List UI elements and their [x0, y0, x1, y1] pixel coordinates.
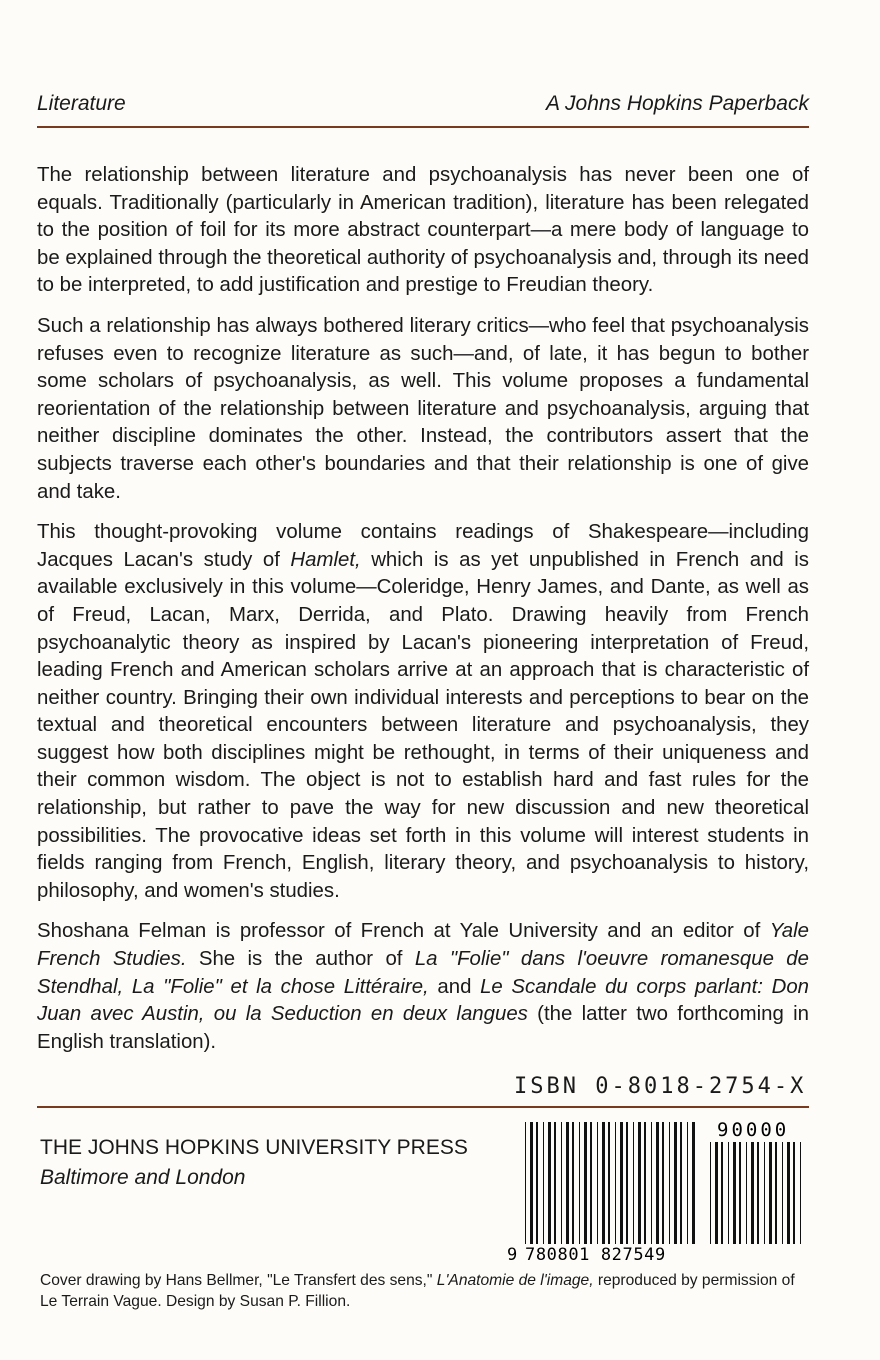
barcode-bar: [656, 1122, 659, 1244]
barcode-bar: [800, 1142, 801, 1244]
publisher-block: [40, 1133, 468, 1193]
barcode-bar: [536, 1122, 538, 1244]
credits-text-c: reproduced by permission of Le Terrain Vague. Design by Susan P. Fillion.: [40, 1272, 795, 1310]
barcode-bar: [764, 1142, 765, 1244]
barcode-bar: [572, 1122, 574, 1244]
top-divider: [37, 126, 809, 128]
barcode-bar: [608, 1122, 610, 1244]
publisher-city: Baltimore and London: [40, 1166, 246, 1189]
barcode-bar: [787, 1142, 790, 1244]
ean-bars: [525, 1122, 695, 1244]
barcode-bar: [751, 1142, 754, 1244]
barcode-bar: [687, 1122, 688, 1244]
publisher-name: THE JOHNS HOPKINS UNIVERSITY PRESS: [40, 1136, 468, 1159]
barcode-bar: [543, 1122, 544, 1244]
barcode-bar: [669, 1122, 670, 1244]
barcode-bar: [692, 1122, 695, 1244]
barcode-bar: [561, 1122, 562, 1244]
header-category: Literature: [37, 92, 126, 115]
header-series: A Johns Hopkins Paperback: [545, 92, 809, 115]
barcode-bar: [530, 1122, 533, 1244]
bio-text-g: (the latter two forthcoming in English translation).: [37, 1003, 809, 1053]
barcode-bar: [651, 1122, 652, 1244]
barcode-bar: [782, 1142, 783, 1244]
barcode-bar: [620, 1122, 623, 1244]
barcode-bar: [579, 1122, 580, 1244]
paragraph-1: The relationship between literature and psychoanalysis has never been one of equals. Traditionally (particularly in American tradition), literature has been relegated to the position of foil for its more abstract counterpart—a mere body of language to be explained through the theoretical authority of psychoanalysis and, through its need to be interpreted, to add justification and prestige to Freudian theory.: [37, 164, 809, 297]
description: [37, 162, 809, 1069]
barcode-bar: [733, 1142, 736, 1244]
bio-journal-title: Yale French Studies.: [37, 920, 809, 971]
page-header: [37, 92, 809, 122]
barcode-bar: [597, 1122, 598, 1244]
barcode-bar: [721, 1142, 723, 1244]
p3-text-a: This thought-provoking volume contains readings of Shakespeare—including Jacques Lacan's study of: [37, 521, 809, 571]
bio-book-title-scandale: Le Scandale du corps parlant: Don Juan avec Austin, ou la Seduction en deux langues: [37, 975, 809, 1026]
barcode-bar: [644, 1122, 646, 1244]
barcode-bar: [775, 1142, 777, 1244]
credits-work-title: L'Anatomie de l'image,: [436, 1272, 594, 1289]
author-bio: [37, 918, 809, 1056]
cover-credits: [40, 1270, 812, 1312]
barcode-bar: [739, 1142, 741, 1244]
isbn-number: ISBN 0-8018-2754-X: [514, 1074, 807, 1099]
barcode-lead-digit: 9: [507, 1245, 518, 1265]
barcode-bar: [615, 1122, 616, 1244]
bio-text-e: and: [428, 975, 481, 998]
barcode-bar: [674, 1122, 677, 1244]
barcode-bar: [769, 1142, 772, 1244]
barcode-digits: 780801 827549: [525, 1245, 666, 1265]
barcode-bar: [602, 1122, 605, 1244]
bio-text-c: She is the author of: [186, 948, 415, 971]
barcode: [505, 1118, 805, 1268]
barcode-graphic: [505, 1118, 805, 1268]
addon-bars: [710, 1142, 801, 1244]
barcode-bar: [633, 1122, 634, 1244]
p3-title-hamlet: Hamlet,: [290, 548, 361, 571]
barcode-bar: [680, 1122, 682, 1244]
bio-book-titles: La "Folie" dans l'oeuvre romanesque de Stendhal, La "Folie" et la chose Littéraire,: [37, 948, 809, 998]
paragraph-3: [37, 519, 809, 905]
barcode-bar: [728, 1142, 729, 1244]
paragraph-2: Such a relationship has always bothered literary critics—who feel that psychoanalysis refuses even to recognize literature as such—and, of late, it has begun to bother some scholars of psychoanalysis, as well. This volume proposes a fundamental reorientation of the relationship between literature and psychoanalysis, arguing that neither discipline dominates the other. Instead, the contributors assert that the subjects traverse each other's boundaries and that their relationship is one of give and take.: [37, 314, 809, 503]
bottom-divider: [37, 1106, 809, 1108]
barcode-bar: [638, 1122, 641, 1244]
barcode-bar: [525, 1122, 526, 1244]
barcode-bar: [793, 1142, 795, 1244]
barcode-price-code: 90000: [717, 1119, 790, 1141]
bio-text-a: Shoshana Felman is professor of French at Yale University and an editor of: [37, 920, 770, 943]
barcode-bar: [554, 1122, 556, 1244]
barcode-bar: [715, 1142, 718, 1244]
barcode-bar: [590, 1122, 592, 1244]
barcode-bar: [626, 1122, 628, 1244]
barcode-bar: [584, 1122, 587, 1244]
barcode-bar: [710, 1142, 711, 1244]
barcode-bar: [662, 1122, 664, 1244]
credits-text-a: Cover drawing by Hans Bellmer, "Le Transfert des sens,": [40, 1272, 437, 1289]
barcode-bar: [566, 1122, 569, 1244]
barcode-bar: [757, 1142, 759, 1244]
barcode-bar: [548, 1122, 551, 1244]
barcode-bar: [746, 1142, 747, 1244]
p3-text-c: which is as yet unpublished in French and is available exclusively in this volume—Coleridge, Henry James, and Dante, as well as of Freud, Lacan, Marx, Derrida, and Plato. Drawing heavily from French psychoanalytic theory as inspired by Lacan's pioneering interpretation of Freud, leading French and American scholars arrive at an approach that is characteristic of neither country. Bringing their own individual interests and perceptions to bear on the textual and theoretical encounters between literature and psychoanalysis, they suggest how both disciplines might be rethought, in terms of their uniqueness and their common wisdom. The object is not to establish hard and fast rules for the relationship, but rather to pave the way for new discussion and new theoretical possibilities. The provocative ideas set forth in this volume will interest students in fields ranging from French, English, literary theory, and psychoanalysis to history, philosophy, and women's studies.: [37, 548, 810, 902]
